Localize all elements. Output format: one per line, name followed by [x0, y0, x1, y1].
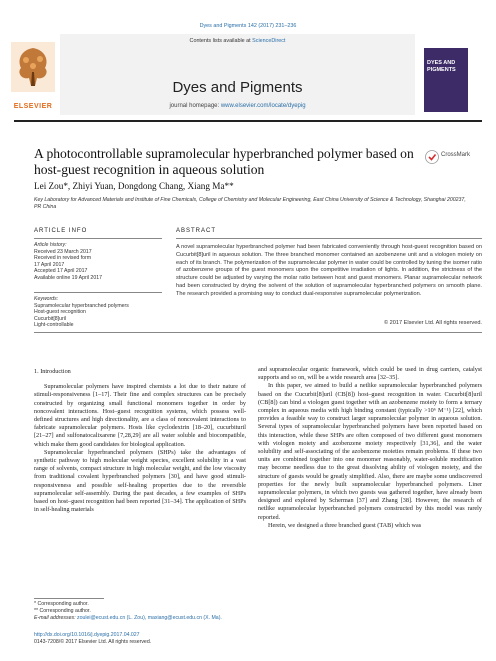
- elsevier-tree-logo: [11, 42, 55, 92]
- footnotes: [34, 601, 254, 622]
- doi-block: [34, 632, 334, 646]
- doi-link[interactable]: http://dx.doi.org/10.1016/j.dyepig.2017.04.027: [34, 632, 140, 638]
- email-addresses[interactable]: zoulei@ecust.edu.cn (L. Zou), maxiang@ecust.edu.cn (X. Ma).: [76, 615, 222, 621]
- homepage-link[interactable]: www.elsevier.com/locate/dyepig: [220, 103, 306, 109]
- abstract-copyright: © 2017 Elsevier Ltd. All rights reserved.: [383, 320, 482, 326]
- history-item: Received in revised form: [34, 255, 92, 262]
- journal-cover[interactable]: [424, 48, 468, 112]
- body-left-column: [34, 368, 246, 514]
- email-line: [34, 615, 254, 622]
- keyword: Cucurbit[8]uril: [34, 315, 67, 322]
- history-item: Accepted 17 April 2017: [34, 268, 88, 275]
- corresponding-author-1: * Corresponding author.: [34, 601, 89, 607]
- sciencedirect-link[interactable]: ScienceDirect: [252, 38, 286, 44]
- section-heading: 1. Introduction: [34, 368, 71, 375]
- history-item: Available online 19 April 2017: [34, 274, 102, 281]
- header-rule: [14, 120, 482, 122]
- article-history-label: Article history:: [34, 242, 67, 248]
- footnote-rule: [34, 598, 104, 599]
- body-paragraph: Supramolecular polymers have inspired chemists a lot due to their nature of stimuli-responsiveness [1–17]. Their fine and complex structures can be precisely constructed by organizing small functional monomers together in order by noncovalent interactions. Host–guest recognition systems, which possess well-defined structures and high directionality, are a class of noncovalent interactions to fabricate supramolecular polymers. Hosts like cyclodextrin [18–20], cucurbituril [21–27] and sulfonatocalixarene [7,28,29] are all water soluble and biocompatible, which make them good candidates for biological application.: [34, 383, 246, 448]
- homepage-prefix: journal homepage:: [169, 103, 221, 109]
- history-item: Received 23 March 2017: [34, 248, 92, 255]
- journal-reference[interactable]: Dyes and Pigments 142 (2017) 231–236: [199, 23, 297, 29]
- crossmark-icon[interactable]: [425, 150, 439, 164]
- body-paragraph: Supramolecular hyperbranched polymers (SHPs) take the advantages of synthetic pathway to high molecular weight species, excellent solubility in a vast range of solvents, compact structure in high molecular weight, and the low viscosity from traditional covalent hyperbranched polymers [30], and have good stimuli-responsiveness and possible self-healing properties due to the reversible supramolecular self-assembly. During the past decades, a few examples of SHPs based on host–guest recognition had been reported [31–34]. The application of SHPs in self-healing materials: [34, 448, 246, 514]
- body-right-column: [258, 366, 482, 530]
- article-info-rule: [34, 238, 162, 239]
- author-list: Lei Zou*, Zhiyi Yuan, Dongdong Chang, Xiang Ma**: [34, 181, 234, 191]
- article-info-heading: ARTICLE INFO: [34, 228, 88, 234]
- keyword: Host-guest recognition: [34, 309, 86, 316]
- abstract-heading: ABSTRACT: [176, 228, 217, 234]
- keyword: Supramolecular hyperbranched polymers: [34, 302, 129, 309]
- journal-homepage: [60, 103, 415, 109]
- cover-title: DYES AND PIGMENTS: [427, 60, 456, 73]
- body-paragraph: Herein, we designed a three branched guest (TAB) which was: [268, 521, 422, 529]
- keywords-block: [34, 296, 162, 329]
- crossmark-label[interactable]: CrossMark: [441, 152, 471, 158]
- affiliation: Key Laboratory for Advanced Materials and Institute of Fine Chemicals, College of Chemistry and Molecular Engineering, East China University of Science & Technology, Shanghai 200237, PR China: [34, 197, 466, 210]
- keyword: Light-controllable: [34, 322, 74, 329]
- body-paragraph: In this paper, we aimed to build a netlike supramolecular hyperbranched polymers based on the Cucurbit[8]uril (CB[8]) host–guest recognition in water. Cucurbit[8]uril (CB[8]) can bind a viologen guest together with an azobenzene moiety to form a ternary complex in aqueous media with high binding constant (typically >10⁶ M⁻¹) [22], which provides a feasible way to construct larger supramolecular polymer in aqueous solution. Several types of supramolecular hyperbranched polymers have been reported based on this interaction, while these SHPs are often composed of two different guest monomers with viologen moiety and azobenzene moiety respectively [31,36], and the water solubility and self-associating of the azobenzene moieties remain problems. If these two units are combined together into one monomer reasonably, water-soluble modification may become needless due to the great dissolving ability of viologen moiety, and the structure of guests would be greatly simplified. Also, there are maybe some undiscovered properties for the newly built supramolecular hyperbranched polymers. Liner supramolecular polymers, in which two guests was gathered together, have already been designed and explored by Scherman [37] and Zhang [38]. However, the research of netlike supramolecular hyperbranched polymers constructed by this model was rarely reported.: [258, 382, 482, 521]
- journal-title: Dyes and Pigments: [172, 79, 303, 96]
- keywords-rule: [34, 292, 162, 293]
- abstract-bottom-rule: [34, 332, 482, 333]
- corresponding-author-2: ** Corresponding author.: [34, 608, 91, 614]
- issn-line: 0143-7208/© 2017 Elsevier Ltd. All rights reserved.: [34, 639, 152, 645]
- body-paragraph: and supramolecular organic framework, which could be used in drug carriers, catalyst supports and so on, will be a wide research area [32–35].: [258, 366, 482, 382]
- keywords-label: Keywords:: [34, 296, 59, 302]
- article-title: A photocontrollable supramolecular hyperbranched polymer based on host-guest recognition in aqueous solution: [34, 146, 414, 177]
- email-label: E-mail addresses:: [34, 615, 76, 621]
- article-history: [34, 242, 162, 282]
- contents-prefix: Contents lists available at: [189, 38, 253, 44]
- abstract-rule: [176, 238, 482, 239]
- abstract-text: A novel supramolecular hyperbranched polymer had been fabricated conveniently through host-guest recognition based on Cucurbit[8]uril in aqueous solution. The three branched monomer contained an azobenzene unit and a viologen moiety on each of its branch. The polymerization of the supramolecular polymer in water could be controlled by tuning the isomer ratio of azobenzene groups of the guest monomers upon the competitive irradiation of lights. In addition, the strictness of the structure could be adjusted by varying the molar ratio between host and guest monomers. Planar supramolecular network had been constructed by drying the solvent of the solution of supramolecular hyperbranched polymers on smooth plane. The research provided a promising way to conduct dual-responsive supramolecular polymerization.: [176, 244, 482, 297]
- history-item: 17 April 2017: [34, 261, 65, 268]
- publisher-name: ELSEVIER: [13, 103, 53, 110]
- contents-line: [60, 38, 415, 44]
